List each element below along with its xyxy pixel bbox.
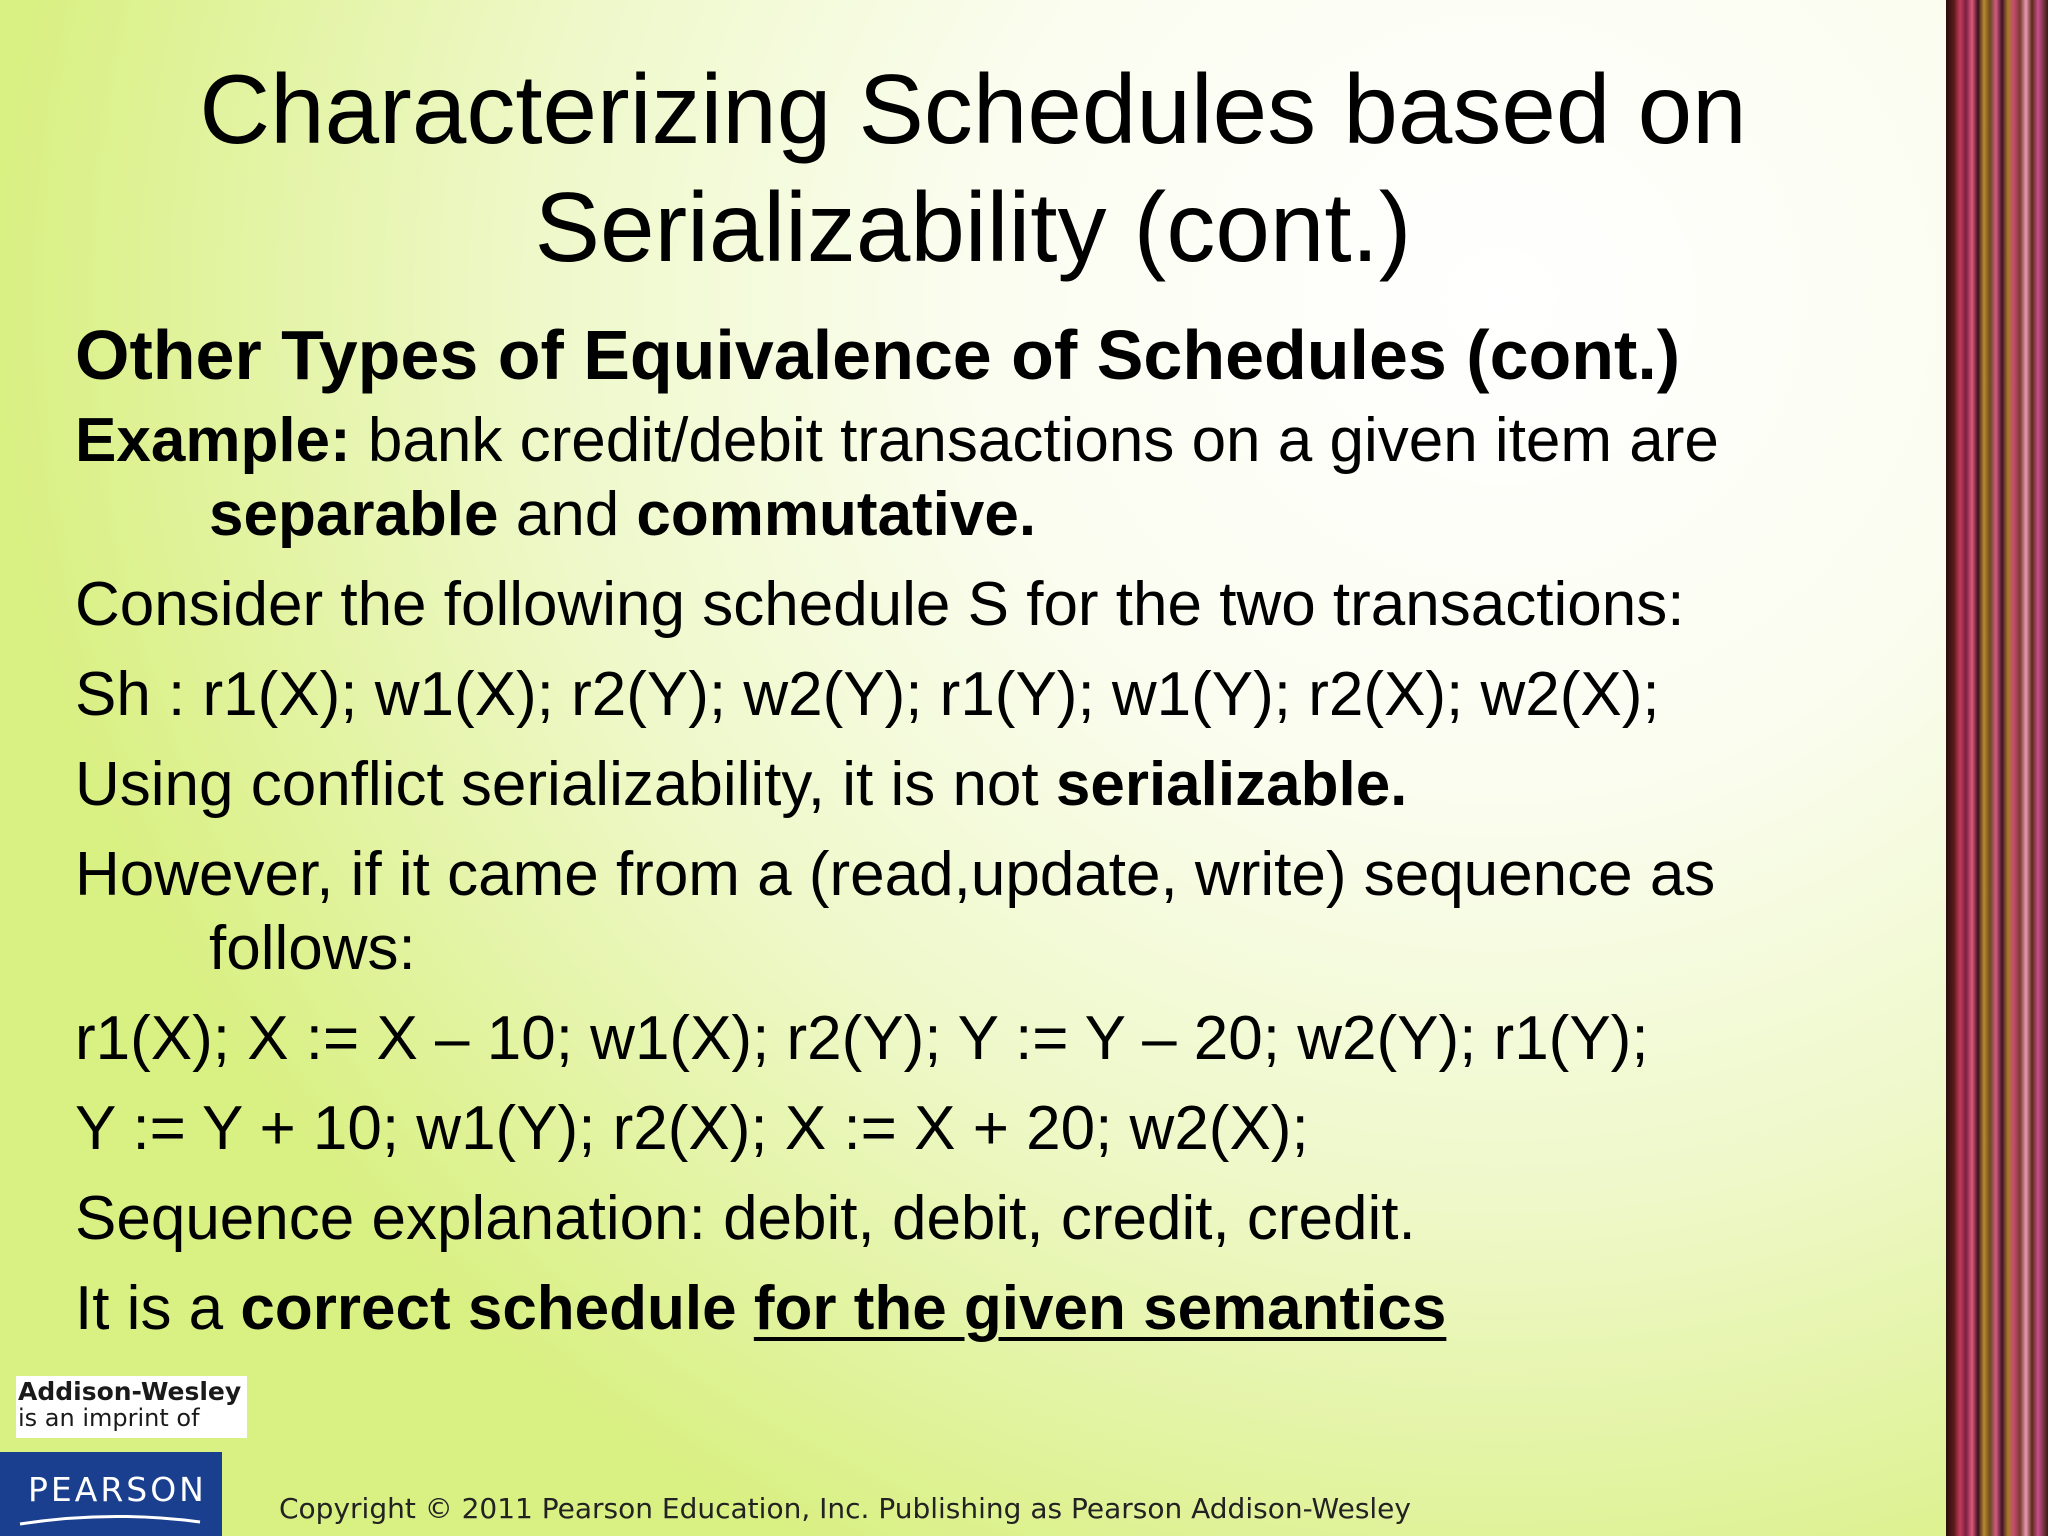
schedule-line: Sh : r1(X); w1(X); r2(Y); w2(Y); r1(Y); w1(Y); r2(X); w2(X);	[75, 660, 1660, 729]
subheading: Other Types of Equivalence of Schedules (cont.)	[75, 316, 1681, 394]
imprint-text: is an imprint of	[18, 1404, 200, 1432]
conflict-text: Using conflict serializability, it is not	[75, 750, 1056, 819]
however-line-1: However, if it came from a (read,update, write) sequence as	[75, 840, 1716, 909]
conclusion-line	[75, 1272, 1935, 1346]
decorative-stripe	[1946, 0, 2048, 1536]
conflict-bold: serializable.	[1055, 750, 1408, 819]
consider-line: Consider the following schedule S for the two transactions:	[75, 570, 1685, 639]
sequence-line-1: r1(X); X := X – 10; w1(X); r2(Y); Y := Y – 20; w2(Y); r1(Y);	[75, 1004, 1649, 1073]
conclusion-prefix: It is a	[75, 1274, 241, 1343]
pearson-logo	[0, 1452, 222, 1536]
addison-wesley-logo	[16, 1376, 247, 1438]
conflict-line	[75, 748, 1935, 822]
title-line-1: Characterizing Schedules based on	[199, 54, 1747, 164]
example-bold-commutative: commutative.	[636, 480, 1037, 549]
example-bold-separable: separable	[209, 480, 499, 549]
example-mid: and	[498, 480, 637, 549]
however-paragraph	[75, 838, 1935, 986]
however-line-2: follows:	[209, 914, 416, 983]
copyright-text: Copyright © 2011 Pearson Education, Inc. Publishing as Pearson Addison-Wesley	[279, 1492, 1411, 1525]
title-line-2: Serializability (cont.)	[534, 172, 1412, 282]
example-label: Example:	[75, 406, 351, 475]
slide-title	[0, 50, 1946, 286]
conclusion-bold: correct schedule	[240, 1274, 754, 1343]
example-text: bank credit/debit transactions on a given item are	[350, 406, 1719, 475]
sequence-line-2: Y := Y + 10; w1(Y); r2(X); X := X + 20; w2(X);	[75, 1094, 1309, 1163]
example-paragraph	[75, 404, 1935, 552]
pearson-wordmark: PEARSON	[28, 1470, 207, 1509]
publisher-name: Addison-Wesley	[18, 1377, 242, 1406]
slide-body	[75, 318, 1935, 1362]
conclusion-underline: for the given semantics	[753, 1274, 1447, 1343]
explanation-line: Sequence explanation: debit, debit, credit, credit.	[75, 1184, 1416, 1253]
